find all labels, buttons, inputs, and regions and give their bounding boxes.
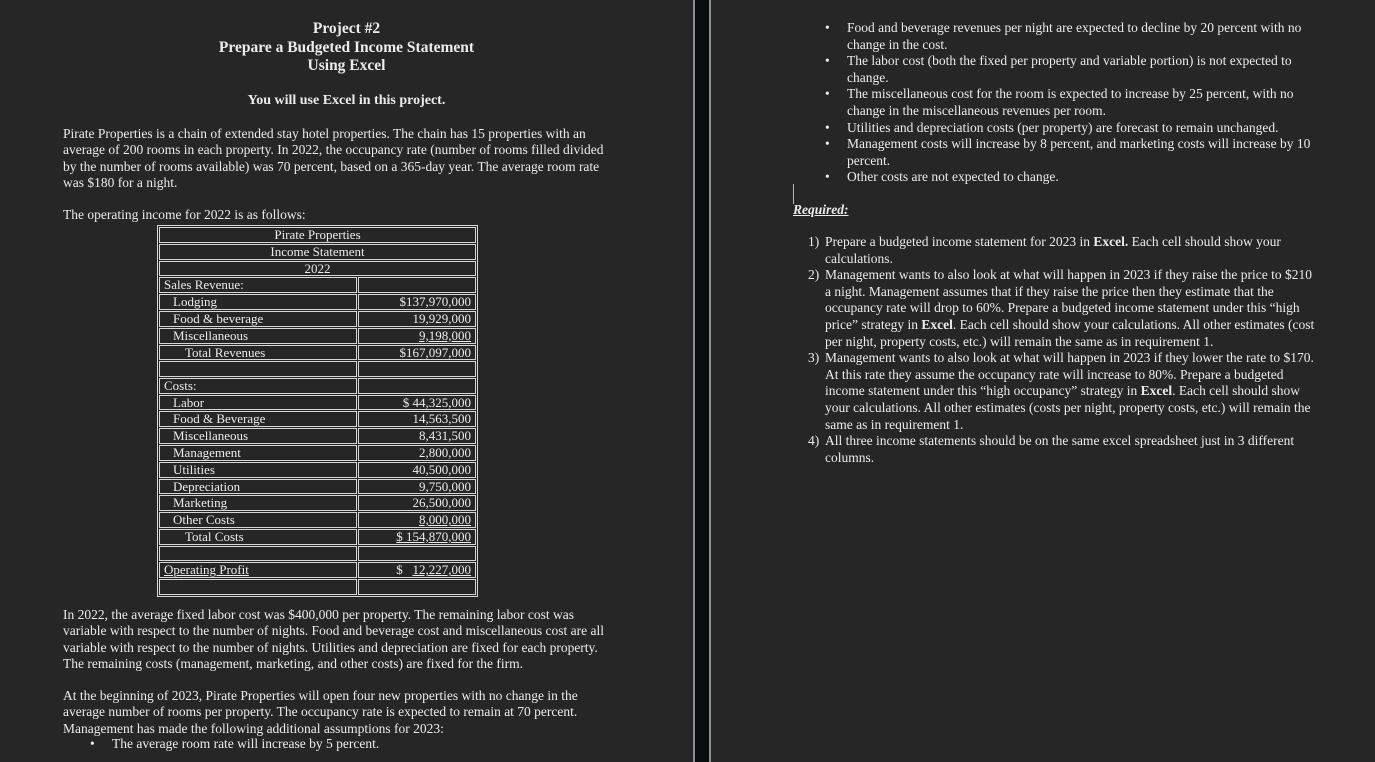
table-row xyxy=(159,411,476,427)
table-value-cell: 14,563,500 xyxy=(358,411,476,427)
requirement-text: Management wants to also look at what will happen in 2023 if they lower the rate to $170. At this rate they assume the occupancy rate will increase to 80%. Prepare a budgeted income statement under this “high occupancy” strategy in Excel. Each cell should show your calculations. All other estimates (costs per night, property costs, etc.) will remain the same as in requirement 1. xyxy=(825,350,1314,432)
requirement-text: Management wants to also look at what will happen in 2023 if they raise the price to $210 a night. Management assumes that if they raise the price then they estimate that the occupancy rate will drop to 60%. Prepare a budgeted income statement under this “high price” strategy in Excel. Each cell should show your calculations. All other estimates (cost per night, property costs, etc.) will remain the same as in requirement 1. xyxy=(825,267,1315,349)
table-label-cell: Lodging xyxy=(159,294,357,310)
bullet-icon: • xyxy=(825,86,830,102)
bullet-item xyxy=(825,20,1317,53)
table-value-cell: 26,500,000 xyxy=(358,495,476,511)
requirement-item xyxy=(808,350,1320,433)
table-label-cell xyxy=(159,546,357,562)
table-row xyxy=(159,361,476,377)
table-label-cell: Labor xyxy=(159,395,357,411)
title-line-3: Using Excel xyxy=(307,57,386,75)
table-row xyxy=(159,428,476,444)
bullet-item xyxy=(825,169,1317,186)
table-row xyxy=(159,328,476,344)
table-value-cell: 9,198,000 xyxy=(358,328,476,344)
bullet-icon: • xyxy=(825,119,830,135)
table-header-cell: Income Statement xyxy=(159,244,476,260)
bullet-text: Food and beverage revenues per night are expected to decline by 20 percent with no change in the cost. xyxy=(847,20,1302,52)
table-row xyxy=(159,579,476,595)
table-row xyxy=(159,311,476,327)
bullet-text: The miscellaneous cost for the room is expected to increase by 25 percent, with no change in the miscellaneous revenues per room. xyxy=(847,86,1294,118)
table-value-cell xyxy=(358,579,476,595)
requirement-number: 2) xyxy=(808,267,820,283)
table-header-cell: 2022 xyxy=(159,261,476,277)
table-label-cell: Depreciation xyxy=(159,479,357,495)
table-label-cell: Costs: xyxy=(159,378,357,394)
cost-behavior-paragraph: In 2022, the average fixed labor cost was $400,000 per property. The remaining labor cost was variable with respect to the number of nights. Food and beverage cost and miscellaneous cost are all variable with respect to the number of nights. Utilities and depreciation are fixed for each property. The remaining costs (management, marketing, and other costs) are fixed for the firm. xyxy=(63,607,604,671)
bullet-item xyxy=(825,53,1317,86)
requirement-item xyxy=(808,433,1320,466)
table-header-row xyxy=(159,261,476,277)
table-value-cell: 8,000,000 xyxy=(358,512,476,528)
bullet-item xyxy=(825,136,1317,169)
table-label-cell xyxy=(159,579,357,595)
table-value-cell: 19,929,000 xyxy=(358,311,476,327)
table-label-cell: Operating Profit xyxy=(159,562,357,578)
table-label-cell: Sales Revenue: xyxy=(159,277,357,293)
table-row xyxy=(159,529,476,545)
bullet-text: Management costs will increase by 8 percent, and marketing costs will increase by 10 percent. xyxy=(847,136,1311,168)
table-value-cell: $167,097,000 xyxy=(358,345,476,361)
table-row xyxy=(159,395,476,411)
bullet-item xyxy=(825,86,1317,119)
table-value-cell: $137,970,000 xyxy=(358,294,476,310)
bullet-text: Other costs are not expected to change. xyxy=(847,169,1059,185)
table-value-cell xyxy=(358,361,476,377)
assumption-bullet-text: The average room rate will increase by 5 percent. xyxy=(112,736,380,751)
table-value-cell: $ 12,227,000 xyxy=(358,562,476,578)
table-header-row xyxy=(159,244,476,260)
table-label-cell xyxy=(159,361,357,377)
assumptions-bullet-list xyxy=(825,20,1317,186)
requirement-item xyxy=(808,267,1320,350)
table-label-cell: Total Revenues xyxy=(159,345,357,361)
text-cursor-caret xyxy=(793,184,794,204)
table-row xyxy=(159,277,476,293)
table-row xyxy=(159,512,476,528)
table-row xyxy=(159,562,476,578)
table-row xyxy=(159,345,476,361)
bullet-icon: • xyxy=(90,736,95,751)
table-label-cell: Food & beverage xyxy=(159,311,357,327)
table-label-cell: Management xyxy=(159,445,357,461)
table-label-cell: Miscellaneous xyxy=(159,328,357,344)
table-label-cell: Marketing xyxy=(159,495,357,511)
table-row xyxy=(159,479,476,495)
table-value-cell: 9,750,000 xyxy=(358,479,476,495)
bullet-icon: • xyxy=(825,169,830,185)
table-value-cell: 40,500,000 xyxy=(358,462,476,478)
table-row xyxy=(159,495,476,511)
intro-paragraph: Pirate Properties is a chain of extended stay hotel properties. The chain has 15 properties with an average of 200 rooms in each property. In 2022, the occupancy rate (number of rooms filled divided by the number of rooms available) was 70 percent, based on a 365-day year. The average room rate was $180 for a night. xyxy=(63,126,604,190)
table-label-cell: Utilities xyxy=(159,462,357,478)
requirement-text: Prepare a budgeted income statement for 2023 in Excel. Each cell should show your calculations. xyxy=(825,234,1281,266)
table-value-cell: $ 154,870,000 xyxy=(358,529,476,545)
income-statement-table xyxy=(157,225,478,597)
page-gutter xyxy=(693,0,711,762)
table-value-cell: $ 44,325,000 xyxy=(358,395,476,411)
table-label-cell: Total Costs xyxy=(159,529,357,545)
table-value-cell: 8,431,500 xyxy=(358,428,476,444)
required-heading: Required: xyxy=(793,202,849,217)
assumption-bullet xyxy=(63,736,620,752)
bullet-icon: • xyxy=(825,136,830,152)
table-row xyxy=(159,378,476,394)
table-label-cell: Food & Beverage xyxy=(159,411,357,427)
title-line-1: Project #2 xyxy=(312,20,381,37)
bullet-text: The labor cost (both the fixed per property and variable portion) is not expected to change. xyxy=(847,53,1292,85)
assumptions-paragraph: At the beginning of 2023, Pirate Properties will open four new properties with no change in the average number of rooms per property. The occupancy rate is expected to remain at 70 percent. Management has made the following additional assumptions for 2023: xyxy=(63,688,578,736)
table-header-row xyxy=(159,227,476,243)
table-value-cell: 2,800,000 xyxy=(358,445,476,461)
table-intro-text: The operating income for 2022 is as follows: xyxy=(63,207,306,222)
table-header-cell: Pirate Properties xyxy=(159,227,476,243)
table-row xyxy=(159,294,476,310)
doc-title xyxy=(63,20,630,76)
bullet-text: Utilities and depreciation costs (per property) are forecast to remain unchanged. xyxy=(847,119,1279,135)
table-value-cell xyxy=(358,546,476,562)
table-label-cell: Miscellaneous xyxy=(159,428,357,444)
title-line-2: Prepare a Budgeted Income Statement xyxy=(218,38,475,56)
requirement-number: 4) xyxy=(808,433,820,449)
table-row xyxy=(159,462,476,478)
requirement-text: All three income statements should be on the same excel spreadsheet just in 3 different columns. xyxy=(825,433,1295,465)
bullet-icon: • xyxy=(825,53,830,69)
page-2[interactable] xyxy=(711,0,1375,762)
requirement-number: 3) xyxy=(808,350,820,366)
table-row xyxy=(159,546,476,562)
table-row xyxy=(159,445,476,461)
bullet-icon: • xyxy=(825,20,830,35)
doc-subtitle: You will use Excel in this project. xyxy=(247,93,446,108)
bullet-item xyxy=(825,120,1317,137)
table-label-cell: Other Costs xyxy=(159,512,357,528)
requirement-number: 1) xyxy=(808,234,820,249)
table-value-cell xyxy=(358,378,476,394)
requirements-list xyxy=(808,234,1320,466)
table-value-cell xyxy=(358,277,476,293)
requirement-item xyxy=(808,234,1320,267)
